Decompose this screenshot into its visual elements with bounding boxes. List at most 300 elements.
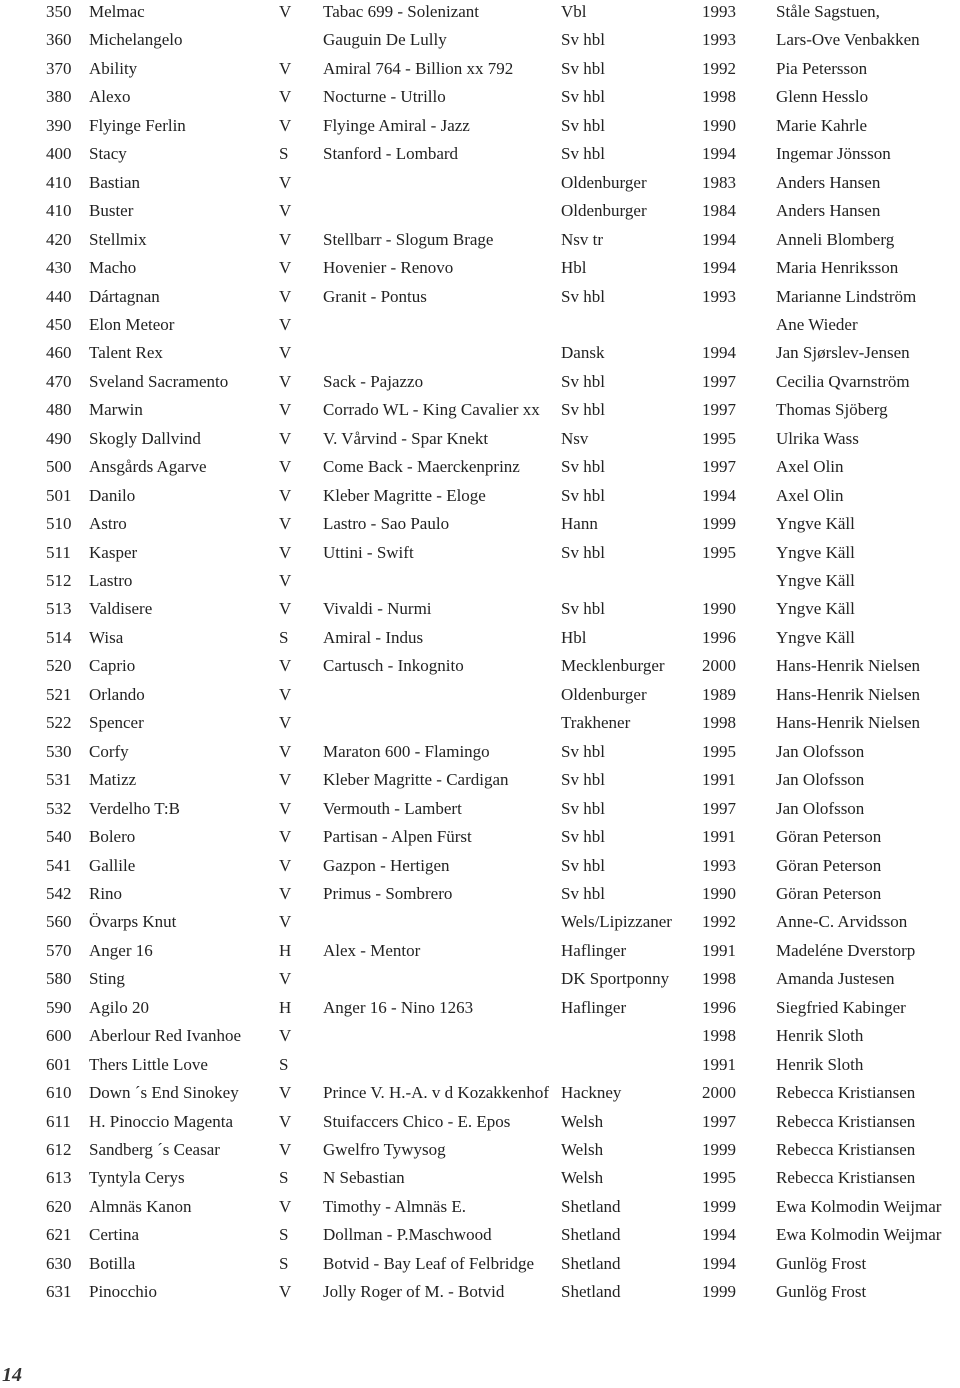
- cell-owner: Jan Olofsson: [776, 741, 865, 761]
- cell-num: 350: [46, 2, 72, 21]
- table-row: [0, 398, 960, 426]
- cell-owner: Cecilia Qvarnström: [776, 371, 910, 391]
- cell-sex: S: [279, 1225, 289, 1245]
- cell-year: 1994: [702, 258, 736, 278]
- cell-year: 2000: [702, 656, 736, 676]
- cell-year: 1994: [702, 1253, 736, 1273]
- cell-name: Talent Rex: [89, 343, 163, 363]
- table-row: [0, 114, 960, 142]
- cell-owner: Ewa Kolmodin Weijmar: [776, 1225, 942, 1245]
- cell-year: 1992: [702, 912, 736, 932]
- cell-year: 1991: [702, 940, 736, 960]
- cell-num: 530: [46, 741, 72, 761]
- table-row: [0, 1110, 960, 1138]
- cell-owner: Ane Wieder: [776, 314, 858, 334]
- cell-year: 1998: [702, 713, 736, 733]
- cell-owner: Yngve Käll: [776, 627, 855, 647]
- table-row: [0, 882, 960, 910]
- cell-owner: Göran Peterson: [776, 855, 882, 875]
- cell-num: 542: [46, 883, 72, 903]
- cell-breed: Trakhener: [561, 713, 631, 733]
- cell-owner: Hans-Henrik Nielsen: [776, 656, 920, 676]
- cell-name: Melmac: [89, 2, 145, 21]
- cell-owner: Yngve Käll: [776, 571, 855, 590]
- table-row: [0, 57, 960, 85]
- cell-year: 1995: [702, 741, 736, 761]
- cell-year: 1994: [702, 229, 736, 249]
- table-row: [0, 1138, 960, 1166]
- cell-num: 500: [46, 457, 72, 477]
- cell-name: Rino: [89, 883, 123, 903]
- cell-year: 1995: [702, 428, 736, 448]
- cell-breed: Sv hbl: [561, 115, 605, 135]
- cell-owner: Siegfried Kabinger: [776, 997, 906, 1017]
- cell-name: Bolero: [89, 827, 136, 847]
- cell-breed: Sv hbl: [561, 485, 605, 505]
- cell-sex: V: [279, 912, 292, 932]
- table-row: [0, 597, 960, 625]
- cell-owner: Rebecca Kristiansen: [776, 1168, 916, 1188]
- cell-name: Corfy: [89, 741, 129, 761]
- cell-breed: Sv hbl: [561, 371, 605, 391]
- cell-owner: Glenn Hesslo: [776, 87, 869, 107]
- cell-sex: V: [279, 656, 292, 676]
- table-row: [0, 0, 960, 28]
- table-row: [0, 1081, 960, 1109]
- cell-name: Sting: [89, 969, 125, 989]
- table-row: [0, 825, 960, 853]
- cell-sex: V: [279, 1083, 292, 1103]
- cell-year: 1997: [702, 457, 736, 477]
- cell-year: 1997: [702, 371, 736, 391]
- cell-num: 511: [46, 542, 71, 562]
- cell-year: 1991: [702, 827, 736, 847]
- cell-num: 521: [46, 684, 72, 704]
- table-row: [0, 967, 960, 995]
- cell-name: Certina: [89, 1225, 140, 1245]
- table-row: [0, 626, 960, 654]
- cell-breed: Wels/Lipizzaner: [561, 912, 672, 932]
- cell-year: 1995: [702, 542, 736, 562]
- table-row: [0, 512, 960, 540]
- cell-num: 410: [46, 201, 72, 221]
- cell-num: 613: [46, 1168, 72, 1188]
- cell-ped: Anger 16 - Nino 1263: [323, 997, 474, 1017]
- cell-name: Tyntyla Cerys: [89, 1168, 185, 1188]
- cell-num: 600: [46, 1026, 72, 1046]
- table-row: [0, 1053, 960, 1081]
- cell-year: 1997: [702, 1111, 736, 1131]
- cell-breed: Sv hbl: [561, 144, 605, 164]
- cell-num: 621: [46, 1225, 72, 1245]
- cell-breed: Sv hbl: [561, 599, 605, 619]
- cell-ped: Maraton 600 - Flamingo: [323, 741, 490, 761]
- cell-breed: Shetland: [561, 1253, 621, 1273]
- cell-ped: Gauguin De Lully: [323, 30, 447, 50]
- cell-ped: Cartusch - Inkognito: [323, 656, 464, 676]
- cell-sex: V: [279, 770, 292, 790]
- cell-name: Danilo: [89, 485, 136, 505]
- cell-year: 1993: [702, 2, 736, 21]
- cell-breed: Sv hbl: [561, 855, 605, 875]
- cell-year: 1998: [702, 87, 736, 107]
- cell-owner: Anne-C. Arvidsson: [776, 912, 908, 932]
- table-row: [0, 256, 960, 284]
- cell-sex: V: [279, 1140, 292, 1159]
- cell-ped: Come Back - Maerckenprinz: [323, 457, 520, 477]
- cell-num: 430: [46, 258, 72, 278]
- cell-name: Aberlour Red Ivanhoe: [89, 1026, 242, 1046]
- cell-sex: V: [279, 514, 292, 534]
- cell-owner: Yngve Käll: [776, 599, 855, 619]
- cell-sex: S: [279, 1168, 289, 1188]
- table-row: [0, 654, 960, 682]
- table-row: [0, 228, 960, 256]
- cell-breed: Sv hbl: [561, 883, 605, 903]
- cell-name: Stacy: [89, 144, 127, 164]
- cell-owner: Gunlög Frost: [776, 1282, 867, 1302]
- table-row: [0, 996, 960, 1024]
- cell-year: 1994: [702, 1225, 736, 1245]
- cell-sex: V: [279, 286, 292, 306]
- cell-owner: Rebecca Kristiansen: [776, 1140, 916, 1159]
- cell-year: 1990: [702, 883, 736, 903]
- table-row: [0, 370, 960, 398]
- cell-ped: Alex - Mentor: [323, 940, 421, 960]
- cell-ped: Dollman - P.Maschwood: [323, 1225, 492, 1245]
- cell-breed: Shetland: [561, 1225, 621, 1245]
- cell-ped: Corrado WL - King Cavalier xx: [323, 400, 540, 420]
- cell-year: 1994: [702, 343, 736, 363]
- table-row: [0, 910, 960, 938]
- cell-num: 520: [46, 656, 72, 676]
- cell-name: Almnäs Kanon: [89, 1196, 192, 1216]
- cell-num: 612: [46, 1140, 72, 1159]
- cell-sex: V: [279, 827, 292, 847]
- cell-name: Alexo: [89, 87, 131, 107]
- cell-owner: Lars-Ove Venbakken: [776, 30, 920, 50]
- cell-num: 531: [46, 770, 72, 790]
- cell-owner: Hans-Henrik Nielsen: [776, 684, 920, 704]
- cell-owner: Jan Olofsson: [776, 770, 865, 790]
- cell-ped: Lastro - Sao Paulo: [323, 514, 450, 534]
- cell-owner: Axel Olin: [776, 457, 844, 477]
- cell-sex: V: [279, 428, 292, 448]
- cell-owner: Anders Hansen: [776, 172, 881, 192]
- cell-breed: Welsh: [561, 1168, 604, 1188]
- table-row: [0, 142, 960, 170]
- cell-breed: Haflinger: [561, 940, 627, 960]
- cell-num: 541: [46, 855, 72, 875]
- cell-sex: V: [279, 58, 292, 78]
- cell-ped: Amiral - Indus: [323, 627, 424, 647]
- cell-year: 1993: [702, 286, 736, 306]
- cell-ped: Amiral 764 - Billion xx 792: [323, 58, 514, 78]
- cell-sex: V: [279, 855, 292, 875]
- table-row: [0, 1024, 960, 1052]
- cell-num: 570: [46, 940, 72, 960]
- cell-breed: Sv hbl: [561, 286, 605, 306]
- cell-name: Down ´s End Sinokey: [89, 1083, 239, 1103]
- table-row: [0, 711, 960, 739]
- cell-num: 514: [46, 627, 72, 647]
- cell-ped: Hovenier - Renovo: [323, 258, 454, 278]
- cell-name: Agilo 20: [89, 997, 149, 1017]
- page-number: 14: [2, 1364, 22, 1386]
- cell-year: 1984: [702, 201, 736, 221]
- cell-name: Kasper: [89, 542, 138, 562]
- cell-breed: Welsh: [561, 1111, 604, 1131]
- cell-name: Dártagnan: [89, 286, 160, 306]
- cell-owner: Hans-Henrik Nielsen: [776, 713, 920, 733]
- cell-sex: V: [279, 371, 292, 391]
- cell-owner: Marianne Lindström: [776, 286, 917, 306]
- cell-owner: Marie Kahrle: [776, 115, 868, 135]
- cell-num: 580: [46, 969, 72, 989]
- cell-num: 522: [46, 713, 72, 733]
- cell-year: 2000: [702, 1083, 736, 1103]
- cell-num: 410: [46, 172, 72, 192]
- cell-breed: Hackney: [561, 1083, 622, 1103]
- cell-owner: Yngve Käll: [776, 542, 855, 562]
- cell-name: Verdelho T:B: [89, 798, 180, 818]
- cell-name: Michelangelo: [89, 30, 183, 50]
- cell-name: Macho: [89, 258, 137, 278]
- cell-year: 1997: [702, 798, 736, 818]
- cell-ped: Stellbarr - Slogum Brage: [323, 229, 494, 249]
- cell-sex: V: [279, 542, 292, 562]
- cell-num: 420: [46, 229, 72, 249]
- cell-name: Caprio: [89, 656, 136, 676]
- cell-breed: Sv hbl: [561, 798, 605, 818]
- cell-owner: Axel Olin: [776, 485, 844, 505]
- cell-breed: Oldenburger: [561, 684, 647, 704]
- cell-sex: S: [279, 1253, 289, 1273]
- table-row: [0, 484, 960, 512]
- cell-num: 470: [46, 371, 72, 391]
- cell-num: 620: [46, 1196, 72, 1216]
- cell-ped: N Sebastian: [323, 1168, 405, 1188]
- cell-sex: V: [279, 2, 292, 21]
- cell-ped: Tabac 699 - Solenizant: [323, 2, 480, 21]
- table-row: [0, 1223, 960, 1251]
- cell-ped: Vermouth - Lambert: [323, 798, 462, 818]
- cell-owner: Anneli Blomberg: [776, 229, 895, 249]
- cell-ped: V. Vårvind - Spar Knekt: [323, 428, 489, 448]
- cell-num: 510: [46, 514, 72, 534]
- cell-sex: V: [279, 457, 292, 477]
- cell-breed: Welsh: [561, 1140, 604, 1159]
- cell-owner: Göran Peterson: [776, 827, 882, 847]
- cell-year: 1989: [702, 684, 736, 704]
- cell-year: 1983: [702, 172, 736, 192]
- cell-breed: Nsv tr: [561, 229, 604, 249]
- cell-num: 532: [46, 798, 72, 818]
- cell-num: 540: [46, 827, 72, 847]
- cell-name: Övarps Knut: [89, 912, 177, 932]
- cell-sex: V: [279, 969, 292, 989]
- table-row: [0, 569, 960, 597]
- cell-breed: Sv hbl: [561, 400, 605, 420]
- cell-owner: Jan Olofsson: [776, 798, 865, 818]
- cell-breed: Haflinger: [561, 997, 627, 1017]
- cell-ped: Stuifaccers Chico - E. Epos: [323, 1111, 511, 1131]
- cell-num: 440: [46, 286, 72, 306]
- cell-num: 370: [46, 58, 72, 78]
- cell-year: 1993: [702, 855, 736, 875]
- cell-sex: V: [279, 87, 292, 107]
- cell-num: 513: [46, 599, 72, 619]
- cell-breed: Hbl: [561, 627, 587, 647]
- cell-owner: Henrik Sloth: [776, 1026, 864, 1046]
- cell-name: Skogly Dallvind: [89, 428, 201, 448]
- cell-sex: V: [279, 229, 292, 249]
- cell-year: 1990: [702, 599, 736, 619]
- cell-num: 601: [46, 1054, 72, 1074]
- table-row: [0, 1166, 960, 1194]
- cell-sex: V: [279, 201, 292, 221]
- cell-breed: Sv hbl: [561, 827, 605, 847]
- cell-sex: S: [279, 627, 289, 647]
- cell-name: Anger 16: [89, 940, 153, 960]
- cell-num: 560: [46, 912, 72, 932]
- cell-owner: Pia Petersson: [776, 58, 868, 78]
- cell-year: 1997: [702, 400, 736, 420]
- cell-breed: Sv hbl: [561, 30, 605, 50]
- table-row: [0, 740, 960, 768]
- cell-num: 450: [46, 314, 72, 334]
- cell-ped: Sack - Pajazzo: [323, 371, 424, 391]
- cell-num: 380: [46, 87, 72, 107]
- cell-breed: Dansk: [561, 343, 605, 363]
- cell-name: Astro: [89, 514, 127, 534]
- cell-name: Flyinge Ferlin: [89, 115, 186, 135]
- cell-owner: Ulrika Wass: [776, 428, 859, 448]
- cell-sex: H: [279, 940, 292, 960]
- cell-num: 611: [46, 1111, 71, 1131]
- cell-ped: Jolly Roger of M. - Botvid: [323, 1282, 505, 1302]
- cell-owner: Maria Henriksson: [776, 258, 899, 278]
- cell-ped: Gwelfro Tywysog: [323, 1140, 446, 1159]
- cell-breed: Sv hbl: [561, 770, 605, 790]
- cell-sex: V: [279, 798, 292, 818]
- table-row: [0, 1252, 960, 1280]
- cell-name: Pinocchio: [89, 1282, 157, 1302]
- cell-num: 512: [46, 571, 72, 590]
- cell-num: 630: [46, 1253, 72, 1273]
- table-row: [0, 854, 960, 882]
- cell-year: 1996: [702, 627, 736, 647]
- table-row: [0, 1280, 960, 1308]
- cell-ped: Kleber Magritte - Cardigan: [323, 770, 509, 790]
- cell-num: 590: [46, 997, 72, 1017]
- cell-breed: Hann: [561, 514, 598, 534]
- cell-year: 1994: [702, 485, 736, 505]
- cell-sex: V: [279, 883, 292, 903]
- cell-breed: Sv hbl: [561, 58, 605, 78]
- cell-sex: V: [279, 684, 292, 704]
- table-row: [0, 199, 960, 227]
- cell-name: Ansgårds Agarve: [89, 457, 207, 477]
- cell-breed: Hbl: [561, 258, 587, 278]
- cell-owner: Gunlög Frost: [776, 1253, 867, 1273]
- cell-sex: V: [279, 1026, 292, 1046]
- cell-owner: Ewa Kolmodin Weijmar: [776, 1196, 942, 1216]
- cell-breed: Sv hbl: [561, 87, 605, 107]
- cell-name: Thers Little Love: [89, 1054, 208, 1074]
- cell-name: Ability: [89, 58, 138, 78]
- cell-name: Botilla: [89, 1253, 136, 1273]
- cell-name: Buster: [89, 201, 134, 221]
- cell-breed: Vbl: [561, 2, 587, 21]
- cell-year: 1993: [702, 30, 736, 50]
- cell-year: 1998: [702, 1026, 736, 1046]
- cell-breed: Nsv: [561, 428, 589, 448]
- cell-num: 400: [46, 144, 72, 164]
- cell-owner: Ingemar Jönsson: [776, 144, 891, 164]
- cell-owner: Yngve Käll: [776, 514, 855, 534]
- cell-ped: Nocturne - Utrillo: [323, 87, 446, 107]
- cell-sex: V: [279, 713, 292, 733]
- cell-sex: V: [279, 400, 292, 420]
- table-row: [0, 1195, 960, 1223]
- cell-sex: V: [279, 485, 292, 505]
- cell-owner: Madeléne Dverstorp: [776, 940, 916, 960]
- table-row: [0, 341, 960, 369]
- table-row: [0, 455, 960, 483]
- cell-name: Stellmix: [89, 229, 147, 249]
- cell-ped: Uttini - Swift: [323, 542, 414, 562]
- cell-breed: Mecklenburger: [561, 656, 665, 676]
- table-row: [0, 313, 960, 341]
- cell-breed: Shetland: [561, 1196, 621, 1216]
- table-row: [0, 939, 960, 967]
- cell-name: Spencer: [89, 713, 144, 733]
- cell-name: Matizz: [89, 770, 137, 790]
- table-row: [0, 28, 960, 56]
- cell-year: 1998: [702, 969, 736, 989]
- cell-sex: V: [279, 741, 292, 761]
- cell-ped: Kleber Magritte - Eloge: [323, 485, 486, 505]
- cell-owner: Göran Peterson: [776, 883, 882, 903]
- cell-num: 490: [46, 428, 72, 448]
- cell-sex: V: [279, 1282, 292, 1302]
- cell-year: 1991: [702, 1054, 736, 1074]
- cell-year: 1991: [702, 770, 736, 790]
- cell-year: 1994: [702, 144, 736, 164]
- cell-owner: Ståle Sagstuen,: [776, 2, 880, 21]
- cell-breed: Sv hbl: [561, 741, 605, 761]
- table-row: [0, 85, 960, 113]
- cell-ped: Vivaldi - Nurmi: [323, 599, 432, 619]
- cell-owner: Rebecca Kristiansen: [776, 1083, 916, 1103]
- cell-num: 610: [46, 1083, 72, 1103]
- cell-name: H. Pinoccio Magenta: [89, 1111, 233, 1131]
- cell-ped: Partisan - Alpen Fürst: [323, 827, 472, 847]
- cell-ped: Gazpon - Hertigen: [323, 855, 450, 875]
- cell-breed: Oldenburger: [561, 172, 647, 192]
- cell-sex: V: [279, 571, 292, 590]
- cell-year: 1999: [702, 1196, 736, 1216]
- cell-num: 631: [46, 1282, 72, 1302]
- cell-name: Elon Meteor: [89, 314, 175, 334]
- cell-ped: Stanford - Lombard: [323, 144, 459, 164]
- cell-ped: Botvid - Bay Leaf of Felbridge: [323, 1253, 535, 1273]
- cell-name: Bastian: [89, 172, 140, 192]
- cell-ped: Timothy - Almnäs E.: [323, 1196, 466, 1216]
- cell-year: 1999: [702, 1282, 736, 1302]
- table-row: [0, 797, 960, 825]
